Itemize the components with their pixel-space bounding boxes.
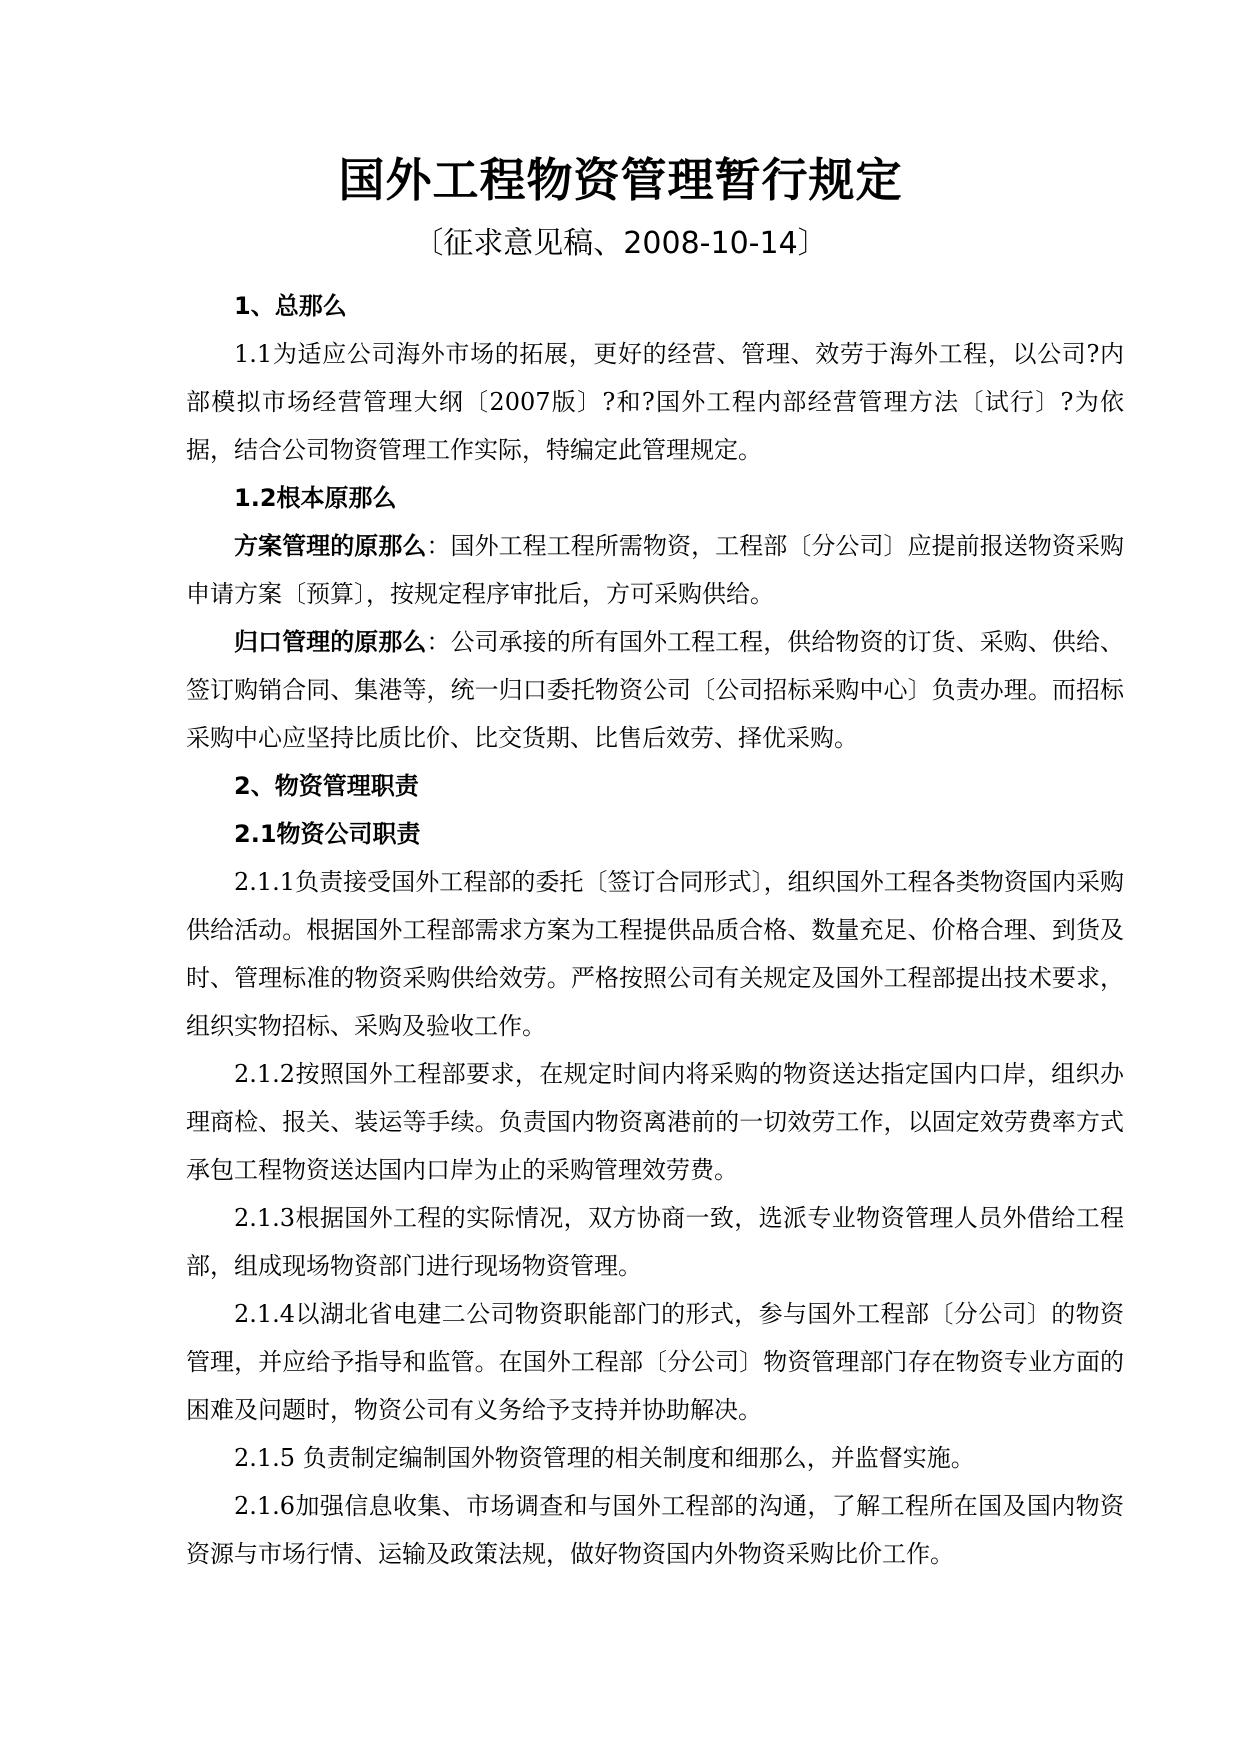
plan-principle-label: 方案管理的原那么 [234,531,427,560]
section-2-heading: 2、物资管理职责 [234,772,419,800]
paragraph-2-1-2: 2.1.2按照国外工程部要求，在规定时间内将采购的物资送达指定国内口岸，组织办理商检、报关、装运等手续。负责国内物资离港前的一切效劳工作，以固定效劳费率方式承包工程物资送达国内口岸为止的采购管理效劳费。 [186,1060,1124,1184]
paragraph-2-1-6: 2.1.6加强信息收集、市场调查和与国外工程部的沟通，了解工程所在国及国内物资资源与市场行情、运输及政策法规，做好物资国内外物资采购比价工作。 [186,1492,1124,1568]
paragraph-2-1-1: 2.1.1负责接受国外工程部的委托〔签订合同形式〕，组织国外工程各类物资国内采购供给活动。根据国外工程部需求方案为工程提供品质合格、数量充足、价格合理、到货及时、管理标准的物资采购供给效劳。严格按照公司有关规定及国外工程部提出技术要求，组织实物招标、采购及验收工作。 [186,868,1124,1040]
paragraph-central-principle [186,618,1124,762]
paragraph-2-1-5: 2.1.5 负责制定编制国外物资管理的相关制度和细那么，并监督实施。 [234,1444,975,1472]
section-2-1-heading: 2.1物资公司职责 [234,820,421,848]
document-body [186,282,1124,1578]
plan-principle-text: ：国外工程工程所需物资，工程部〔分公司〕应提前报送物资采购申请方案〔预算〕，按规定程序审批后，方可采购供给。 [186,532,1125,608]
section-1-heading: 1、总那么 [234,292,347,320]
paragraph-plan-principle [186,522,1124,618]
paragraph-2-1-4: 2.1.4以湖北省电建二公司物资职能部门的形式，参与国外工程部〔分公司〕的物资管理，并应给予指导和监管。在国外工程部〔分公司〕物资管理部门存在物资专业方面的困难及问题时，物资公司有义务给予支持并协助解决。 [186,1300,1124,1424]
section-1-2-heading: 1.2根本原那么 [234,484,397,512]
central-principle-label: 归口管理的原那么 [234,627,427,656]
paragraph-1-1: 1.1为适应公司海外市场的拓展，更好的经营、管理、效劳于海外工程，以公司?内部模拟市场经营管理大纲〔2007版〕?和?国外工程内部经营管理方法〔试行〕?为依据，结合公司物资管理工作实际，特编定此管理规定。 [186,340,1124,464]
document-title: 国外工程物资管理暂行规定 [338,153,903,207]
paragraph-2-1-3: 2.1.3根据国外工程的实际情况，双方协商一致，选派专业物资管理人员外借给工程部，组成现场物资部门进行现场物资管理。 [186,1204,1124,1280]
document-subtitle: 〔征求意见稿、2008-10-14〕 [413,226,828,261]
central-principle-text: ：公司承接的所有国外工程工程，供给物资的订货、采购、供给、签订购销合同、集港等，统一归口委托物资公司〔公司招标采购中心〕负责办理。而招标采购中心应坚持比质比价、比交货期、比售后效劳、择优采购。 [186,628,1125,752]
